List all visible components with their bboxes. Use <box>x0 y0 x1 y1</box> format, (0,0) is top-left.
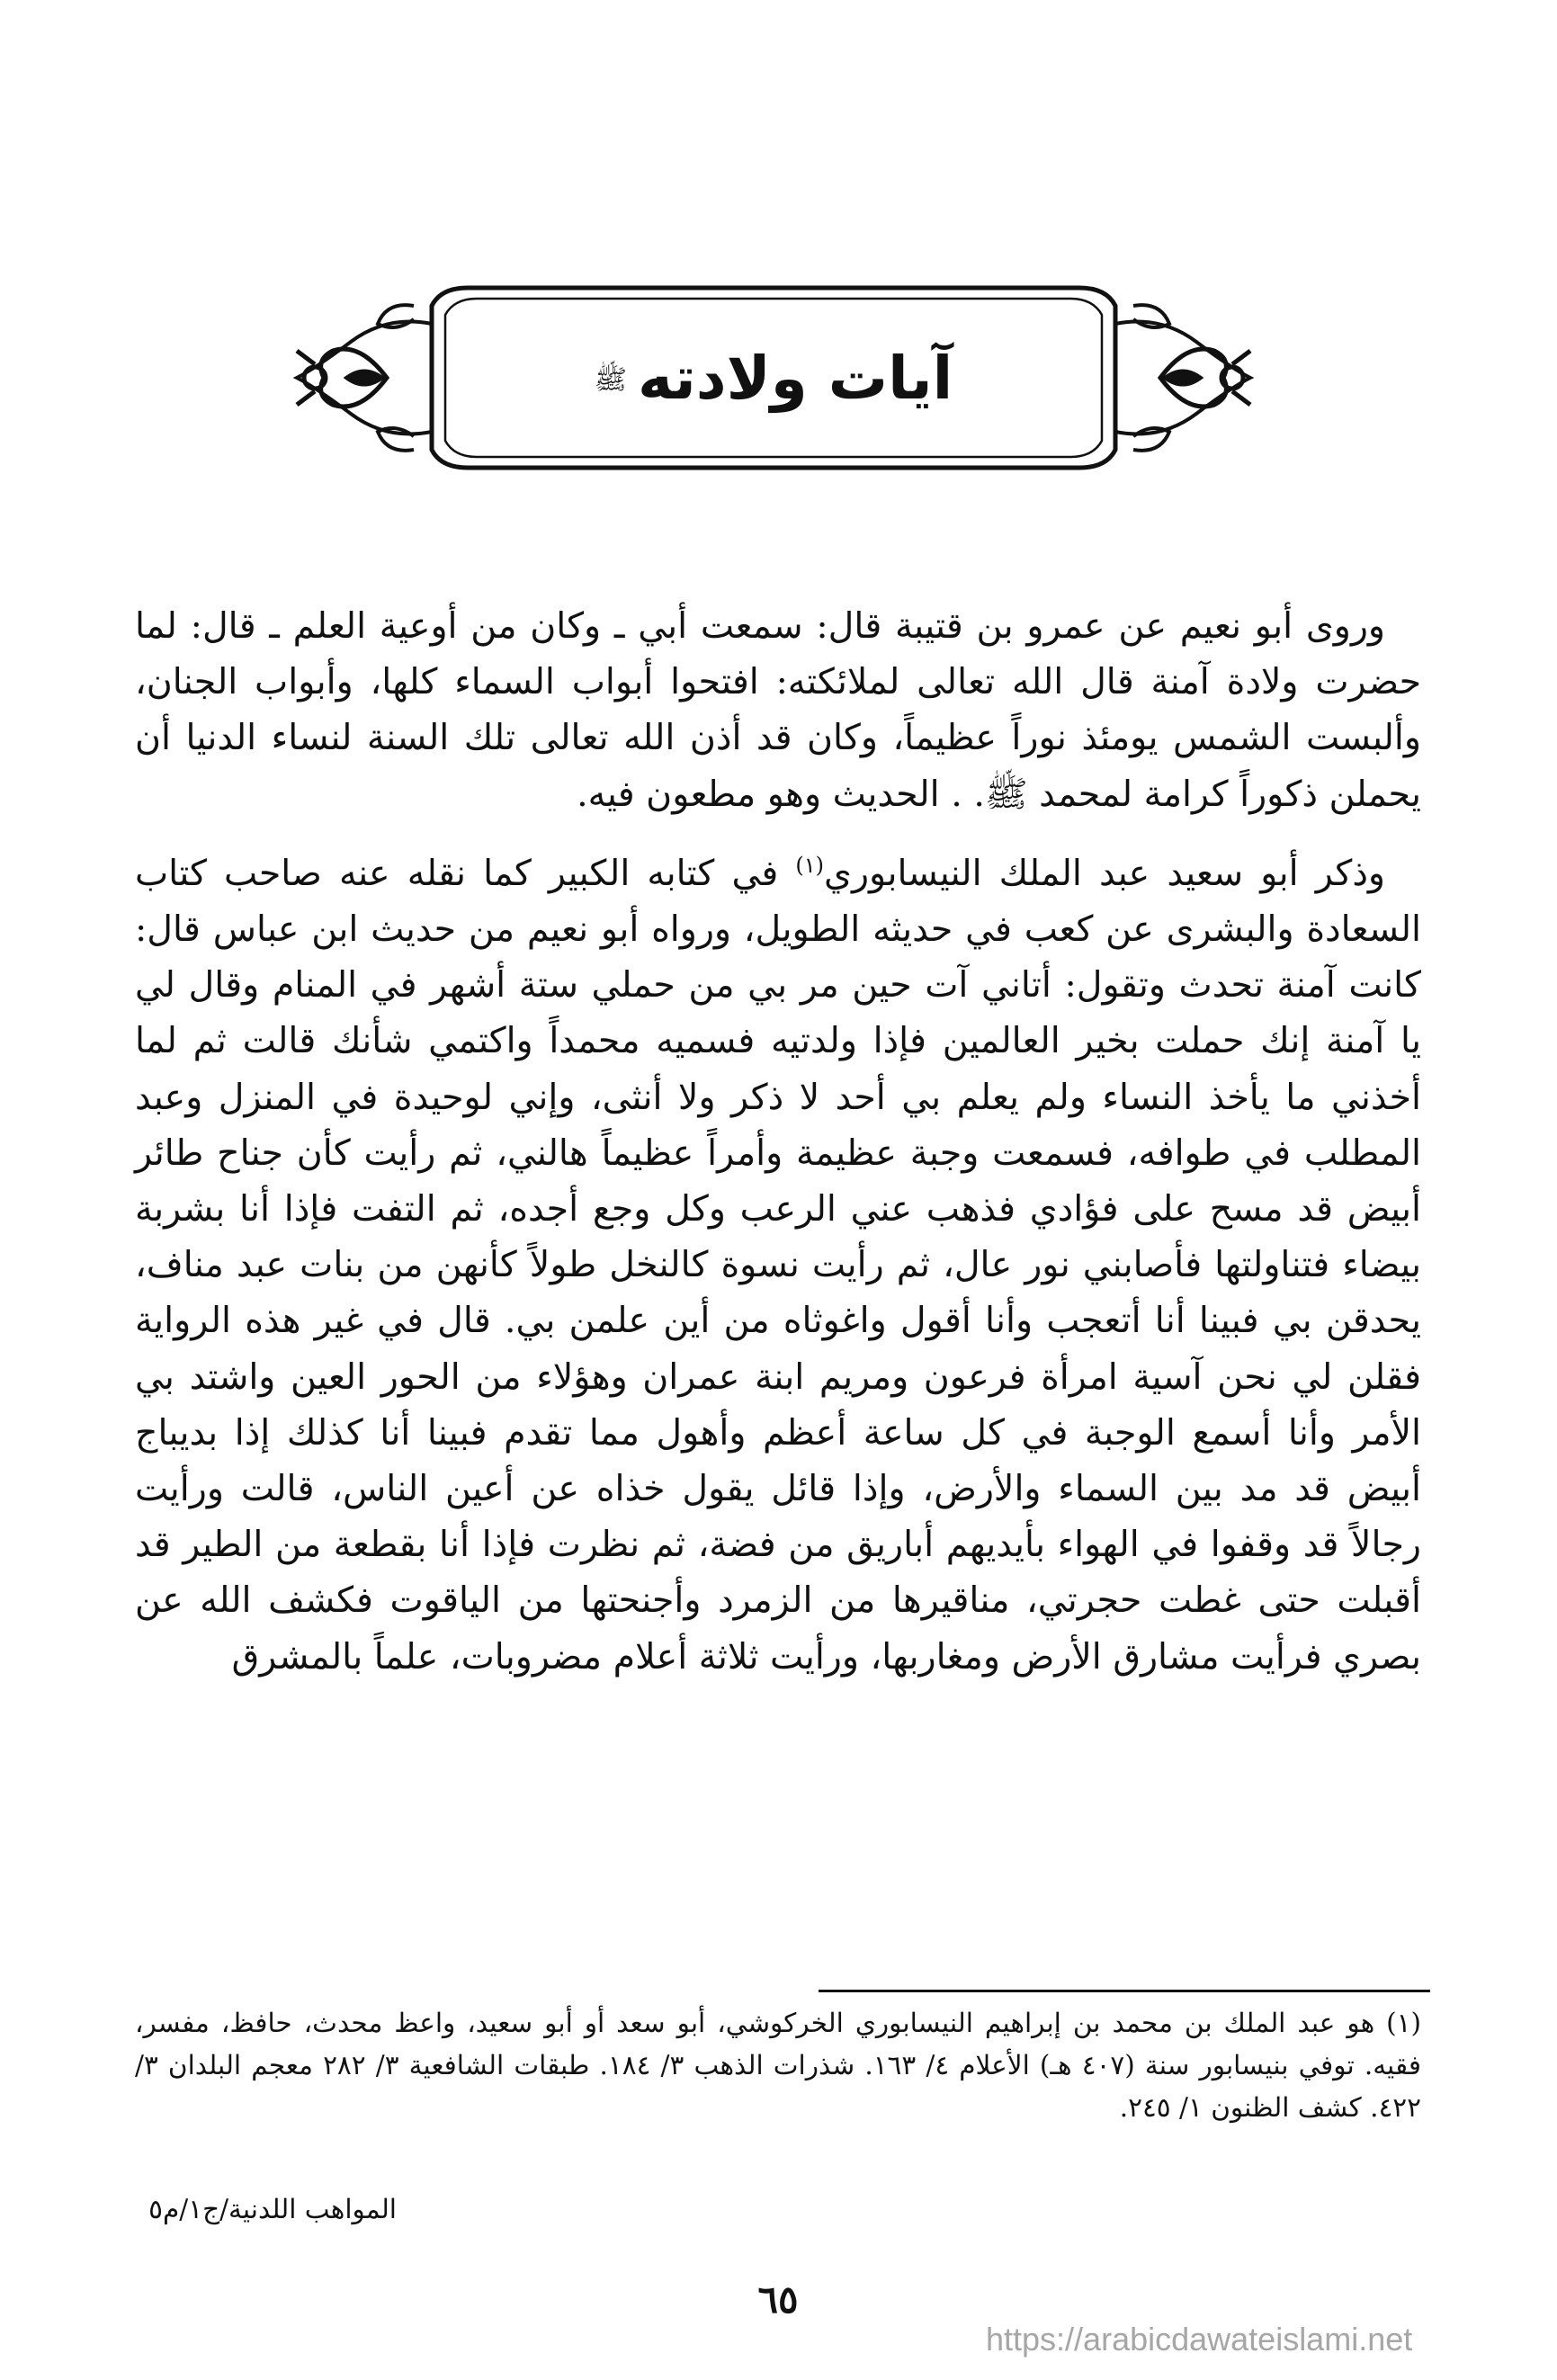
footnote-text: (١) هو عبد الملك بن محمد بن إبراهيم النيسابوري الخركوشي، أبو سعد أو أبو سعيد، واعظ محدث، حافظ، مفسر، فقيه. توفي بنيسابور سنة (٤٠٧ هـ) الأعلام ٤/ ١٦٣. شذرات الذهب ٣/ ١٨٤. طبقات الشافعية ٣/ ٢٨٢ معجم البلدان ٣/ ٤٢٢. كشف الظنون ١/ ٢٤٥. <box>135 2008 1421 2123</box>
paragraph-2-rest: في كتابه الكبير كما نقله عنه صاحب كتاب السعادة والبشرى عن كعب في حديثه الطويل، ورواه أبو نعيم من حديث ابن عباس قال: كانت آمنة تحدث وتقول: أتاني آت حين مر بي من حملي ستة أشهر في المنام وقال لي يا آمنة إنك حملت بخير العالمين فإذا ولدتيه فسميه محمداً واكتمي شأنك قالت ثم لما أخذني ما يأخذ النساء ولم يعلم بي أحد لا ذكر ولا أنثى، وإني لوحيدة في المنزل وعبد المطلب في طوافه، فسمعت وجبة عظيمة وأمراً عظيماً هالني، ثم رأيت كأن جناح طائر أبيض قد مسح على فؤادي فذهب عني الرعب وكل وجع أجده، ثم التفت فإذا أنا بشربة بيضاء فتناولتها فأصابني نور عال، ثم رأيت نسوة كالنخل طولاً كأنهن من بنات عبد مناف، يحدقن بي فبينا أنا أتعجب وأنا أقول واغوثاه من أين علمن بي. قال في غير هذه الرواية فقلن لي نحن آسية امرأة فرعون ومريم ابنة عمران وهؤلاء من الحور العين واشتد بي الأمر وأنا أسمع الوجبة في كل ساعة أعظم وأهول مما تقدم فبينا أنا كذلك إذا بديباج أبيض قد مد بين السماء والأرض، وإذا قائل يقول خذاه عن أعين الناس، قالت ورأيت رجالاً قد وقفوا في الهواء بأيديهم أباريق من فضة، ثم نظرت فإذا أنا بقطعة من الطير قد أقبلت حتى غطت حجرتي، مناقيرها من الزمرد وأجنحتها من الياقوت فكشف الله عن بصري فرأيت مشارق الأرض ومغاربها، ورأيت ثلاثة أعلام مضروبات، علماً بالمشرق <box>135 852 1421 1678</box>
footnote-reference: (١) <box>795 852 825 878</box>
volume-signature: المواهب اللدنية/ج١/م٥ <box>148 2194 397 2224</box>
chapter-title-text: آيات ولادته <box>637 343 953 413</box>
paragraph-2-start: وذكر أبو سعيد عبد الملك النيسابوري <box>824 852 1386 894</box>
paragraph-1: وروى أبو نعيم عن عمرو بن قتيبة قال: سمعت أبي ـ وكان من أوعية العلم ـ قال: لما حضرت ولادة آمنة قال الله تعالى لملائكته: افتحوا أبواب السماء كلها، وأبواب الجنان، وألبست الشمس يومئذ نوراً عظيماً، وكان قد أذن الله تعالى تلك السنة لنساء الدنيا أن يحملن ذكوراً كرامة لمحمد ﷺ. . الحديث وهو مطعون فيه. <box>135 605 1421 815</box>
page-number: ٦٥ <box>757 2277 799 2322</box>
paragraph-2 <box>135 846 1421 1685</box>
chapter-heading-frame <box>279 270 1268 486</box>
honorific-symbol: ﷺ <box>594 363 627 396</box>
main-text <box>135 598 1421 1685</box>
watermark-url: https://arabicdawateislami.net <box>986 2321 1413 2358</box>
footnote <box>135 2002 1421 2129</box>
chapter-title <box>279 270 1268 486</box>
footnote-separator <box>819 1990 1430 1992</box>
